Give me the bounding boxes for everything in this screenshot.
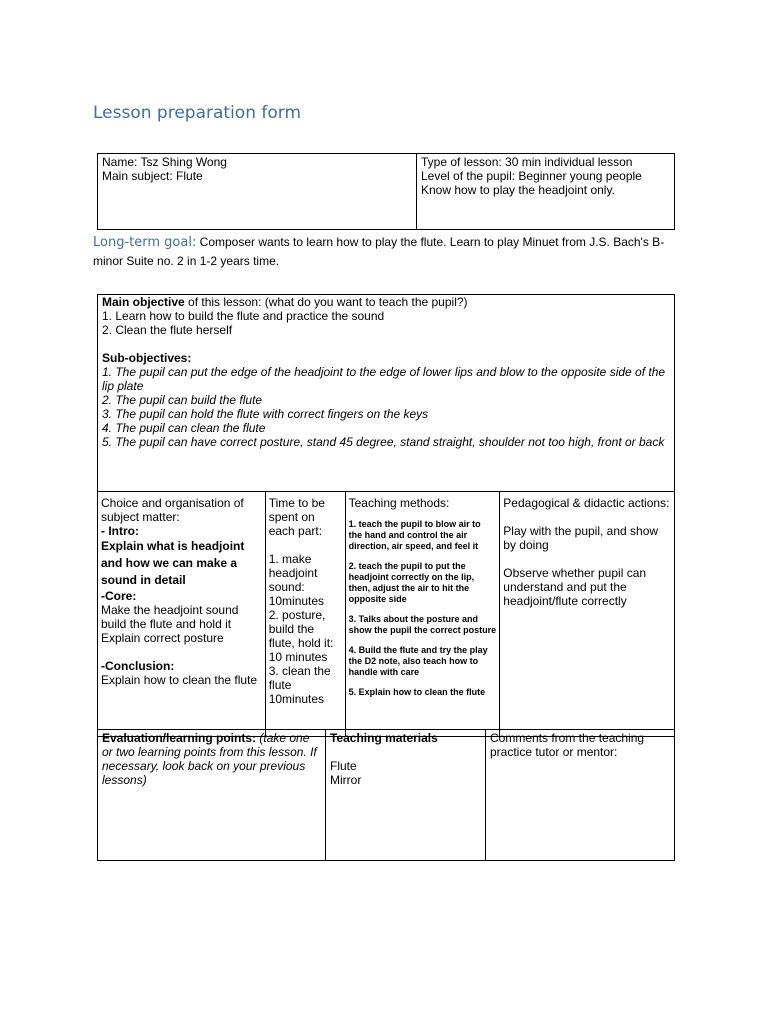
long-term-goal-label: Long-term goal: <box>93 235 197 250</box>
method-item: 4. Build the flute and try the play the D2 note, also teach how to handle with care <box>348 645 488 677</box>
sub-objective-item: 4. The pupil can clean the flute <box>102 421 266 435</box>
sub-objective-item: 2. The pupil can build the flute <box>102 393 263 407</box>
time-line: 2. posture, build the flute, hold it: <box>268 608 334 650</box>
long-term-goal-text: Composer wants to learn how to play the flute. Learn to play Minuet from J.S. Bach's B-minor Suite no. 2 in 1-2 years time. <box>93 235 665 268</box>
method-item: 1. teach the pupil to blow air to the hand and control the air direction, air speed, and feel it <box>348 519 481 551</box>
main-objective-label: Main objective <box>102 295 185 309</box>
long-term-goal <box>93 233 673 270</box>
time-cell <box>265 492 345 737</box>
main-objective-question: of this lesson: (what do you want to teach the pupil?) <box>188 295 468 309</box>
sub-objective-item: 1. The pupil can put the edge of the headjoint to the edge of lower lips and blow to the opposite side of the lip plate <box>102 365 666 393</box>
header-table <box>97 153 675 230</box>
sub-objective-item: 3. The pupil can hold the flute with correct fingers on the keys <box>102 407 429 421</box>
material-item: Flute <box>330 759 357 773</box>
pedagogical-cell <box>500 492 675 737</box>
teaching-methods-cell <box>345 492 500 737</box>
main-subject-line: Main subject: Flute <box>102 169 203 183</box>
objective-item: 2. Clean the flute herself <box>102 323 233 337</box>
page-title: Lesson preparation form <box>93 103 302 123</box>
method-item: 5. Explain how to clean the flute <box>348 687 486 697</box>
core-label: -Core: <box>101 589 137 603</box>
subject-matter-header: Choice and organisation of subject matter: <box>101 496 244 524</box>
lesson-type-line: Type of lesson: 30 min individual lesson <box>421 155 633 169</box>
intro-text: Explain what is headjoint and how we can make a sound in detail <box>101 539 245 587</box>
core-line: Explain correct posture <box>101 631 224 645</box>
lesson-info-cell <box>417 154 675 230</box>
materials-label: Teaching materials <box>330 731 438 745</box>
evaluation-table <box>97 729 675 861</box>
objective-cell <box>98 295 675 492</box>
pupil-info-cell <box>98 154 417 230</box>
intro-label: - Intro: <box>101 524 139 538</box>
time-line: 1. make headjoint sound: <box>268 552 318 594</box>
pedagogical-action: Observe whether pupil can understand and put the headjoint/flute correctly <box>503 566 647 608</box>
objective-heading <box>102 295 670 309</box>
time-line: 10minutes <box>268 692 325 706</box>
comments-cell <box>486 730 675 861</box>
comments-label: Comments from the teaching practice tutor or mentor: <box>490 731 645 759</box>
material-item: Mirror <box>330 773 362 787</box>
lesson-plan-table <box>97 294 675 737</box>
name-line: Name: Tsz Shing Wong <box>102 155 227 169</box>
objective-item: 1. Learn how to build the flute and practice the sound <box>102 309 385 323</box>
teaching-methods-header: Teaching methods: <box>348 496 450 510</box>
time-line: 10minutes <box>268 594 325 608</box>
time-header: Time to be spent on each part: <box>268 496 325 538</box>
conclusion-text: Explain how to clean the flute <box>101 673 258 687</box>
evaluation-label: Evaluation/learning points: <box>102 731 257 745</box>
core-line: Make the headjoint sound <box>101 603 239 617</box>
time-line: 10 minutes <box>268 650 328 664</box>
pupil-level-line: Level of the pupil: Beginner young people <box>421 169 642 183</box>
evaluation-text: (take one or two learning points from this lesson. If necessary, look back on your previous lessons) <box>102 731 317 787</box>
sub-objective-item: 5. The pupil can have correct posture, stand 45 degree, stand straight, shoulder not too high, front or back <box>102 435 665 449</box>
pedagogical-action: Play with the pupil, and show by doing <box>503 524 659 552</box>
evaluation-cell <box>98 730 326 861</box>
subject-matter-cell <box>98 492 266 737</box>
pupil-knows-line: Know how to play the headjoint only. <box>421 183 615 197</box>
materials-cell <box>326 730 486 861</box>
core-line: build the flute and hold it <box>101 617 232 631</box>
method-item: 3. Talks about the posture and show the pupil the correct posture <box>348 614 497 635</box>
sub-objectives-label: Sub-objectives: <box>102 351 192 365</box>
method-item: 2. teach the pupil to put the headjoint correctly on the lip, then, adjust the air to hit the opposite side <box>348 561 475 604</box>
pedagogical-header: Pedagogical & didactic actions: <box>503 496 670 510</box>
conclusion-label: -Conclusion: <box>101 659 175 673</box>
time-line: 3. clean the flute <box>268 664 331 692</box>
